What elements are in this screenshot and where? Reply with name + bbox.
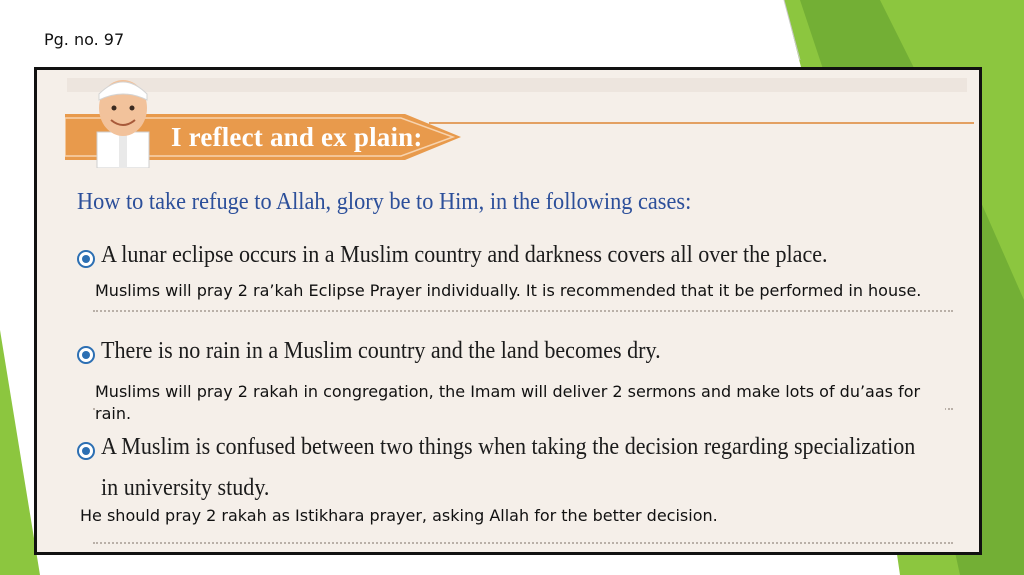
textbook-page-image [34,67,982,555]
bullet-icon [77,442,95,460]
case-1-question: A lunar eclipse occurs in a Muslim country and darkness covers all over the place. [101,242,828,268]
section-heading: How to take refuge to Allah, glory be to Him, in the following cases: [77,189,692,215]
boy-avatar-icon [75,70,171,168]
bullet-icon [77,250,95,268]
case-1-answer: Muslims will pray 2 ra’kah Eclipse Prayer individually. It is recommended that it be performed in house. [95,280,945,302]
case-3-question-line-1: A Muslim is confused between two things when taking the decision regarding specialization [101,434,916,460]
case-3-question-line-2: in university study. [101,475,270,501]
section-title: I reflect and ex plain: [171,122,423,152]
case-2-question: There is no rain in a Muslim country and the land becomes dry. [101,338,661,364]
page-number: Pg. no. 97 [44,30,125,49]
case-3-answer: He should pray 2 rakah as Istikhara prayer, asking Allah for the better decision. [80,505,940,527]
case-2-answer: Muslims will pray 2 rakah in congregation, the Imam will deliver 2 sermons and make lots of du’aas for rain. [95,381,945,425]
bullet-icon [77,346,95,364]
